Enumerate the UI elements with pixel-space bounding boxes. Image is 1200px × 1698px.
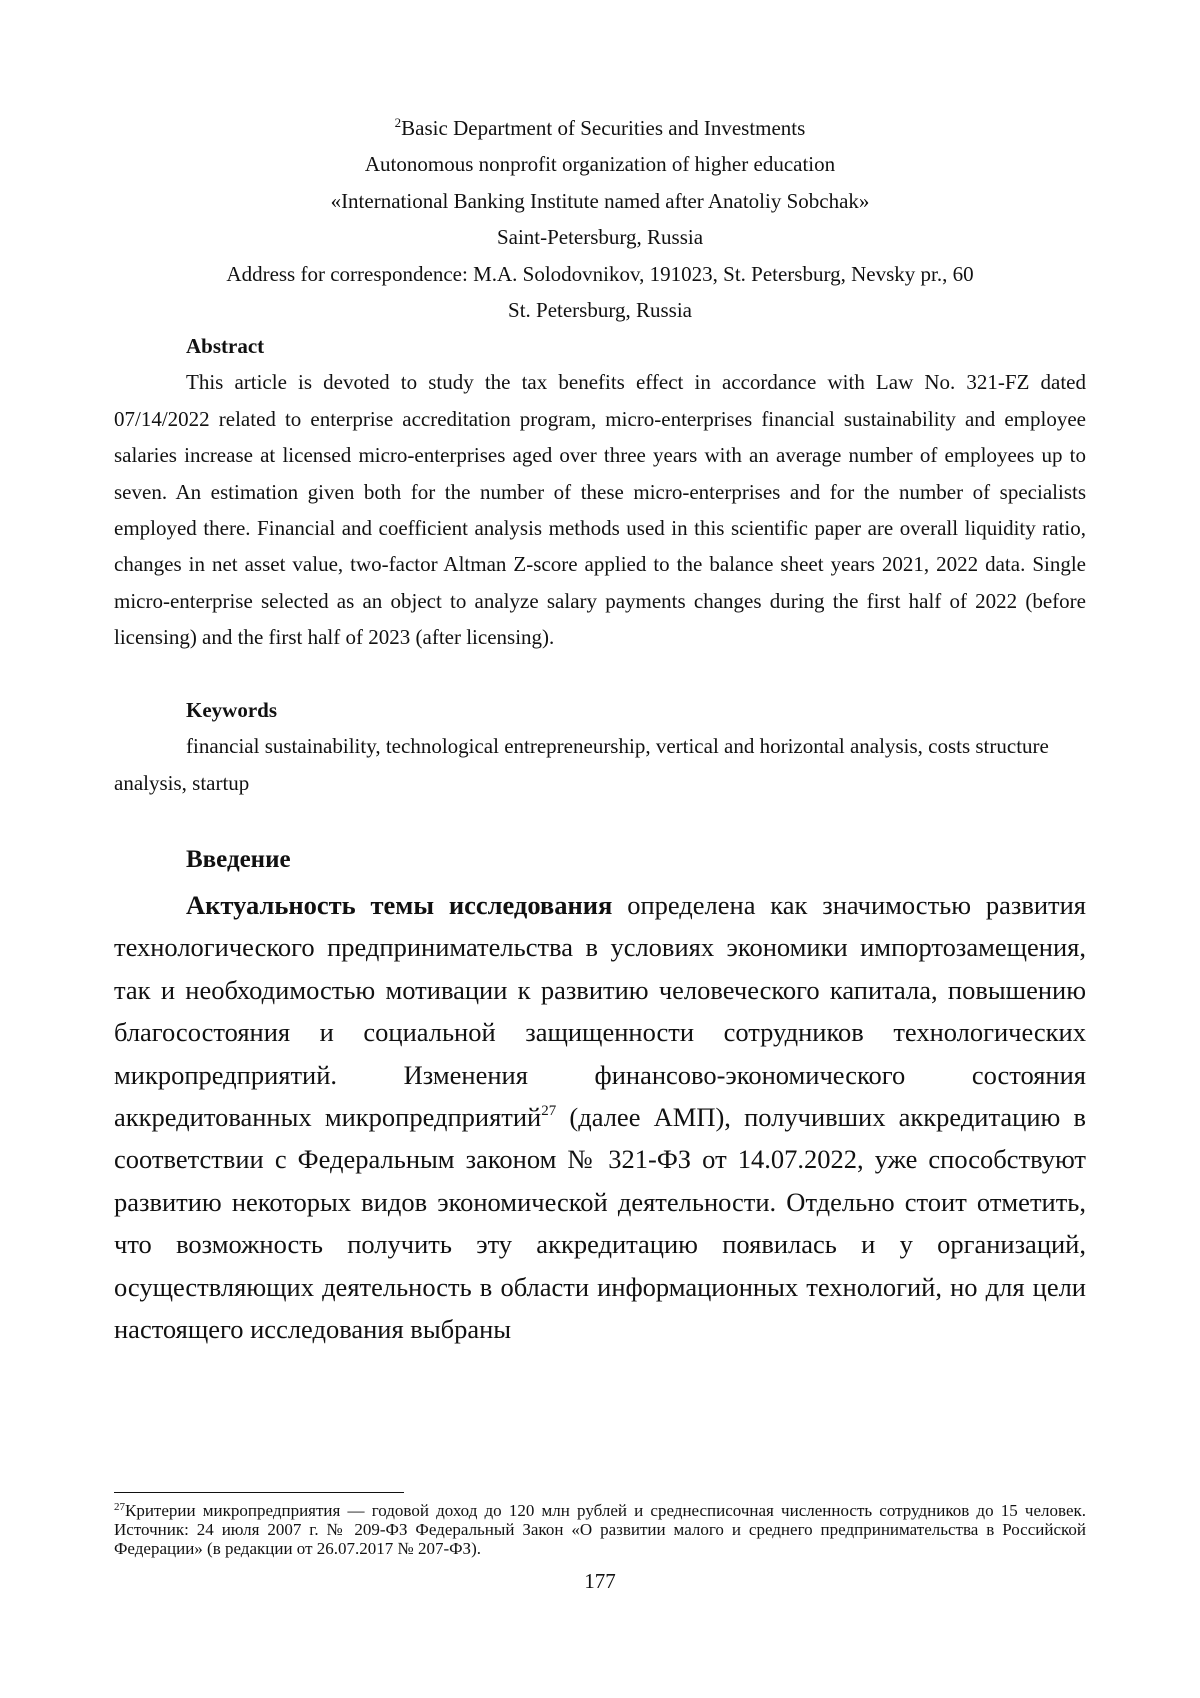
footnote-reference[interactable]: 27 [541,1103,557,1120]
affiliation-institute-name: «International Banking Institute named after Anatoliy Sobchak» [330,188,870,213]
affiliation-city: Saint-Petersburg, Russia [496,225,704,250]
affiliation-block [100,110,1100,328]
footnote-text: Критерии микропредприятия — годовой доход до 120 млн рублей и среднесписочная численность сотрудников до 15 человек. Источник: 24 июля 2007 г. № 209-ФЗ Федеральный Закон «О развитии малого и среднего предпринимательства в Российской Федерации» (в редакции от 26.07.2017 № 207-ФЗ). [114,1501,1086,1558]
introduction-text-part-2: (далее АМП), получивших аккредитацию в соответствии с Федеральным законом № 321-ФЗ от 14.07.2022, уже способствуют развитию некоторых видов экономической деятельности. Отдельно стоит отметить, что возможность получить эту аккредитацию появилась и у организаций, осуществляющих деятельность в области информационных технологий, но для цели настоящего исследования выбраны [114,1102,1086,1345]
abstract-heading: Abstract [186,334,265,358]
introduction-heading: Введение [186,846,291,873]
affiliation-city-country: St. Petersburg, Russia [508,298,692,323]
keywords-text: financial sustainability, technological entrepreneurship, vertical and horizontal analysis, costs structure analysis, startup [114,734,1049,795]
footnote-separator [114,1492,404,1493]
affiliation-department: Basic Department of Securities and Investments [401,116,806,140]
footnote [114,1501,1086,1558]
abstract-text: This article is devoted to study the tax benefits effect in accordance with Law No. 321-FZ dated 07/14/2022 related to enterprise accreditation program, micro-enterprises financial sustainability and employee salaries increase at licensed micro-enterprises aged over three years with an average number of employees up to seven. An estimation given both for the number of these micro-enterprises and for the number of specialists employed there. Financial and coefficient analysis methods used in this scientific paper are overall liquidity ratio, changes in net asset value, two-factor Altman Z-score applied to the balance sheet years 2021, 2022 data. Single micro-enterprise selected as an object to analyze salary payments changes during the first half of 2022 (before licensing) and the first half of 2023 (after licensing). [114,370,1086,650]
introduction-paragraph [114,884,1086,1350]
footnote-number: 27 [114,1501,125,1513]
introduction-lead-phrase: Актуальность темы исследования [186,890,613,920]
abstract-section [114,328,1086,656]
affiliation-correspondence-address: Address for correspondence: M.A. Solodovnikov, 191023, St. Petersburg, Nevsky pr., 60 [226,261,974,286]
affiliation-organization-type: Autonomous nonprofit organization of higher education [364,152,836,177]
affiliation-superscript: 2 [394,115,402,130]
keywords-heading: Keywords [186,698,277,722]
affiliation-line-1 [100,110,1100,146]
introduction-text-part-1: определена как значимостью развития технологического предпринимательства в условиях экономики импортозамещения, так и необходимостью мотивации к развитию человеческого капитала, повышению благосостояния и социальной защищенности сотрудников технологических микропредприятий. Изменения финансово-экономического состояния аккредитованных микропредприятий [114,890,1086,1133]
page-number: 177 [584,1569,616,1593]
keywords-section [114,692,1086,801]
